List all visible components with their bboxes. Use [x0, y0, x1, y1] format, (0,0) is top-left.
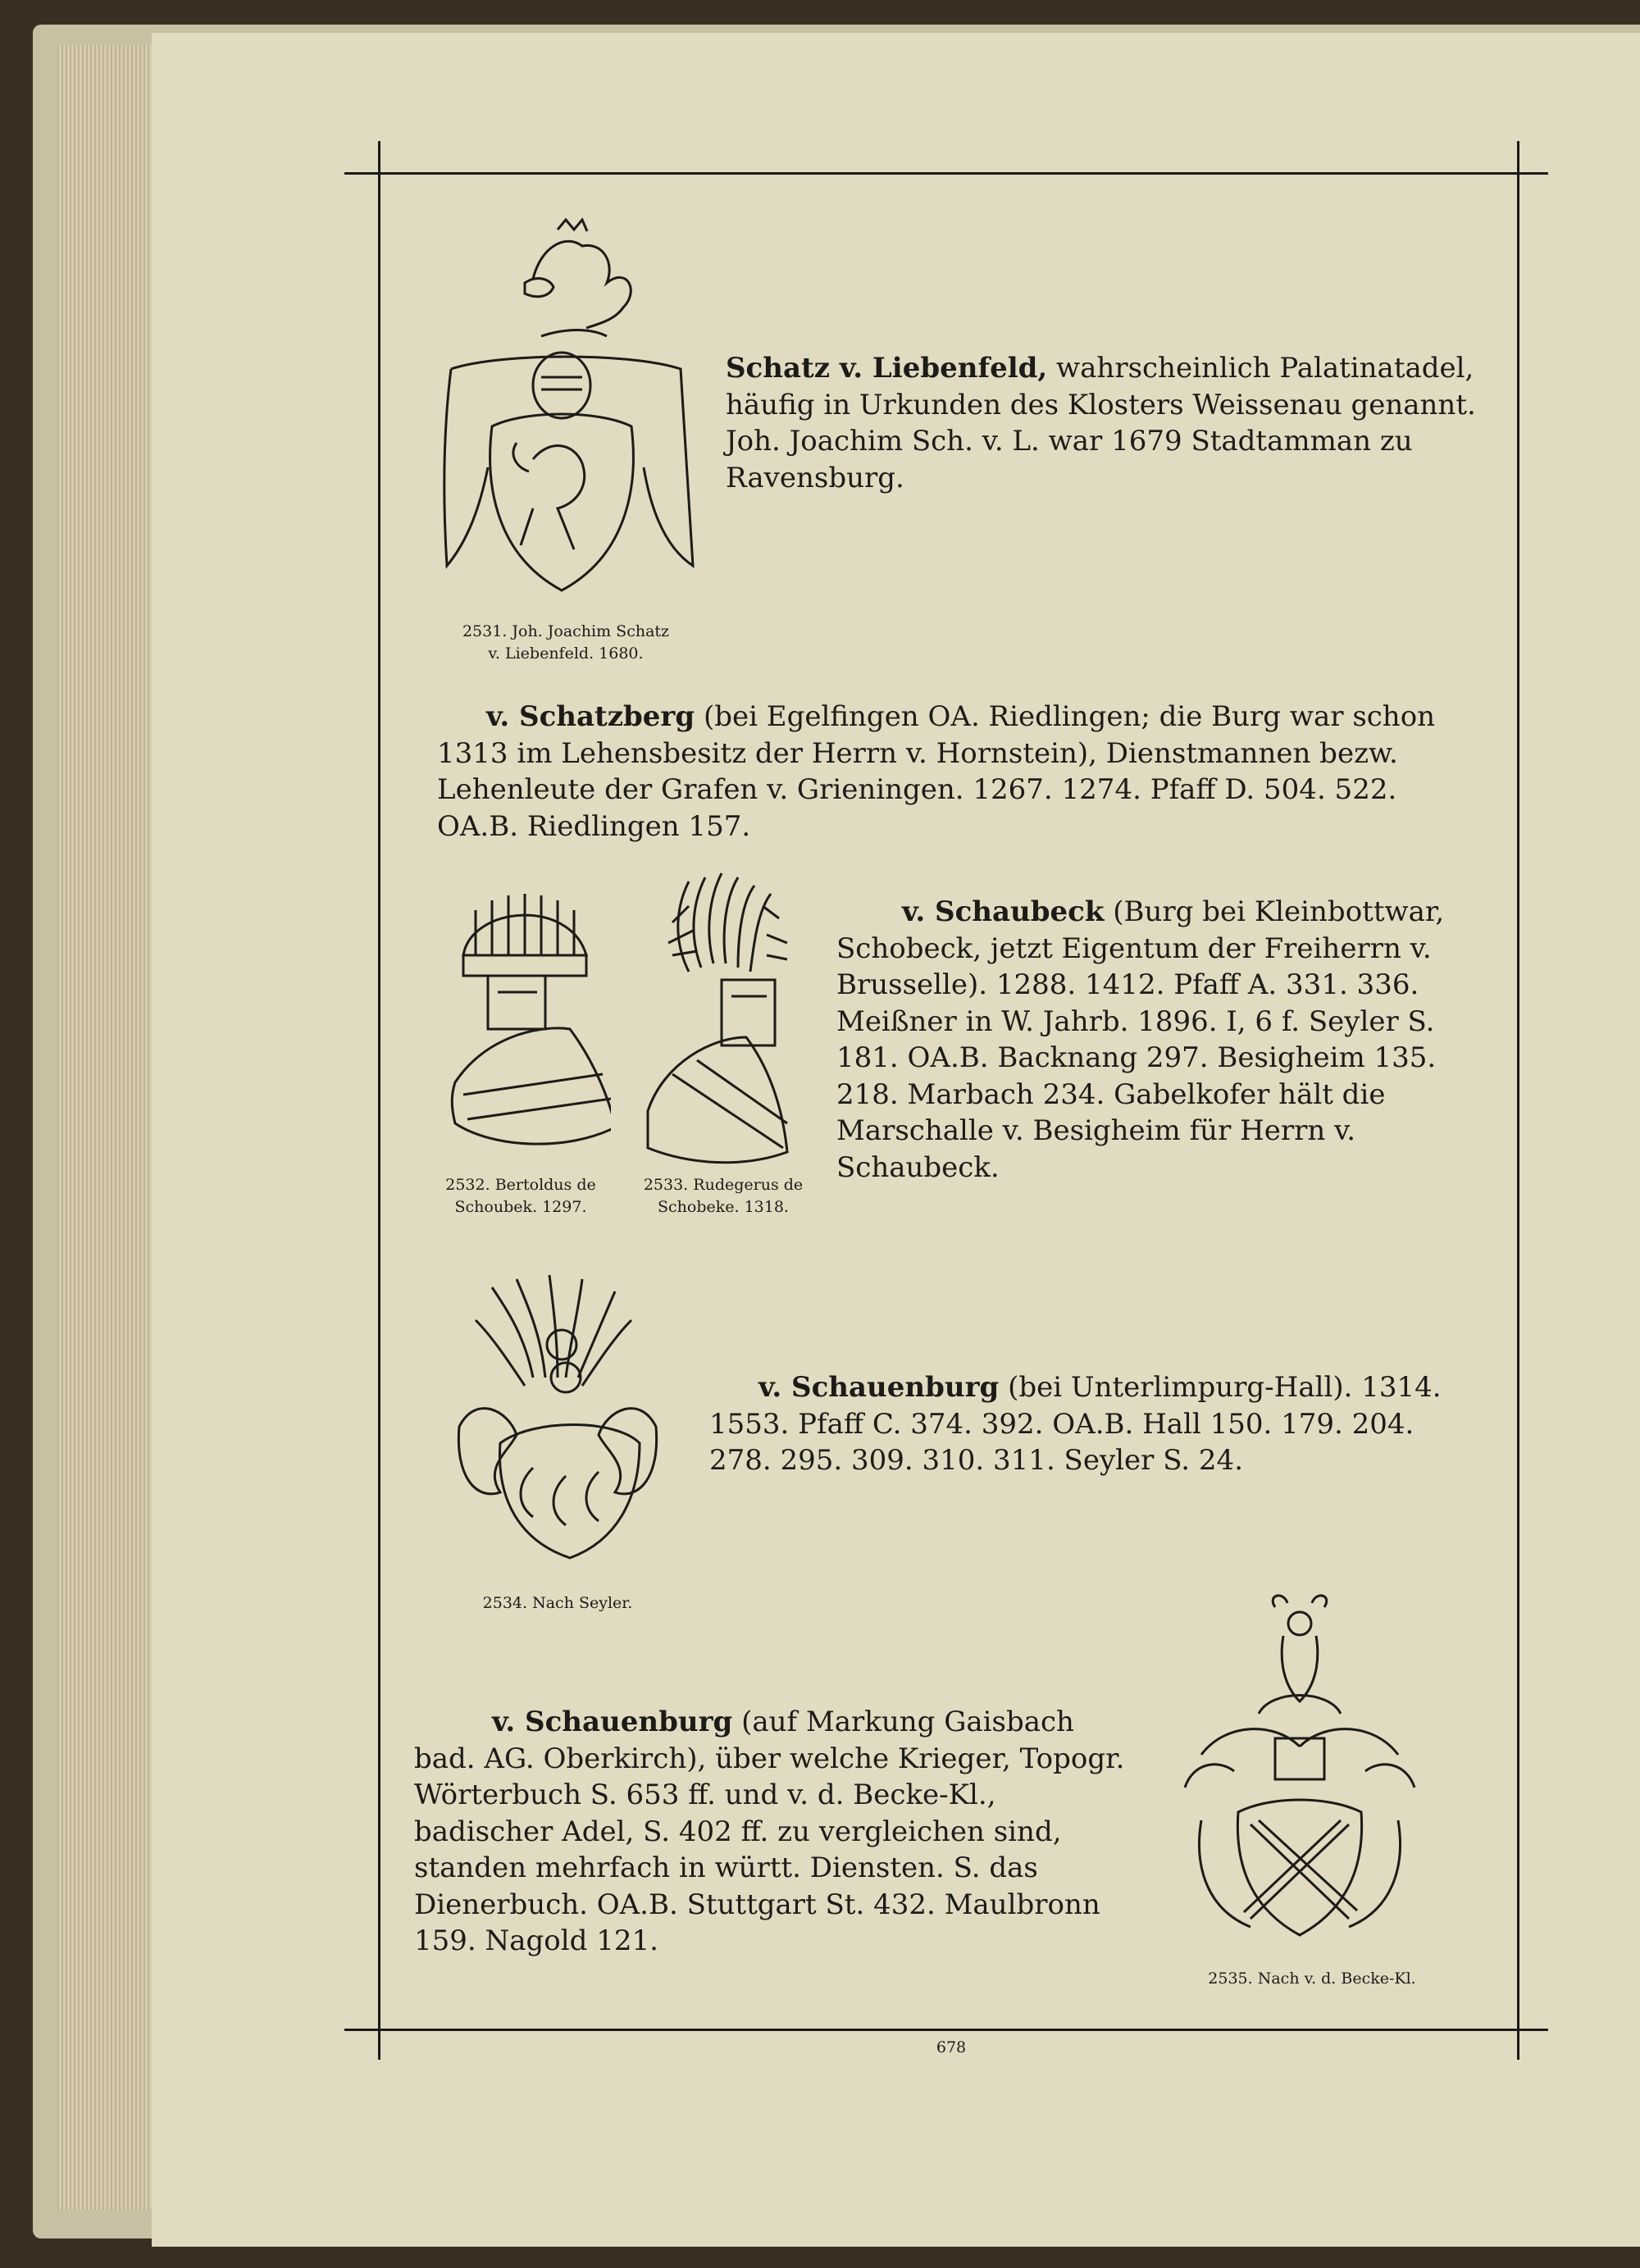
caption-number: 2535.: [1208, 1970, 1253, 1988]
caption-2535: [1173, 1968, 1451, 1990]
frame-right-rule: [1517, 141, 1519, 2060]
entry-schatzberg: [437, 699, 1464, 845]
caption-number: 2533.: [643, 1176, 689, 1194]
entry-body: (Burg bei Kleinbottwar, Schobeck, jetzt Eigentum der Freiherrn v. Brusselle). 1288. 1412. Pfaff A. 331. 336. Meißner in W. Jahrb. 1896. I, 6 f. Seyler S. 181. OA.B. Backnang 297. Besigheim 135. 218. Marbach 234. Gabelkofer hält die Marschalle v. Besigheim für Herrn v. Schaubeck.: [836, 895, 1445, 1184]
entry-headword: v. Schauenburg: [758, 1371, 1000, 1404]
caption-line: Schoubek. 1297.: [454, 1198, 587, 1216]
coat-of-arms-2532-illustration: [447, 877, 611, 1164]
coat-of-arms-2535-illustration: [1168, 1591, 1431, 1960]
entry-schaubeck: [836, 894, 1468, 1186]
caption-line: Nach v. d. Becke-Kl.: [1257, 1970, 1416, 1988]
caption-2534: [447, 1592, 668, 1614]
caption-number: 2534.: [482, 1594, 528, 1612]
entry-headword: v. Schaubeck: [902, 895, 1105, 928]
frame-top-rule: [344, 172, 1548, 175]
coat-of-arms-2533-illustration: [640, 865, 812, 1168]
frame-bottom-rule: [344, 2029, 1548, 2031]
entry-body: (bei Egelfingen OA. Riedlingen; die Burg war schon 1313 im Lehensbesitz der Herrn v. Hornstein), Dienstmannen bezw. Lehenleute der Grafen v. Grieningen. 1267. 1274. Pfaff D. 504. 522. OA.B. Riedlingen 157.: [437, 700, 1436, 843]
entry-body: wahrscheinlich Palatinatadel, häufig in Urkunden des Klosters Weissenau genannt. Joh. Joachim Sch. v. L. war 1679 Stadtamman zu Ravensburg.: [726, 352, 1476, 494]
entry-headword: v. Schauenburg: [492, 1706, 733, 1738]
page-stack-edge: [57, 45, 156, 2210]
caption-number: 2532.: [445, 1176, 490, 1194]
caption-line: Joh. Joachim Schatz: [512, 622, 670, 640]
caption-2531: [422, 621, 709, 665]
caption-line: Rudegerus de: [693, 1176, 804, 1194]
coat-of-arms-2534-illustration: [443, 1271, 672, 1583]
page-number: 678: [936, 2038, 967, 2056]
caption-line: Schobeke. 1318.: [658, 1198, 789, 1216]
caption-number: 2531.: [462, 622, 508, 640]
caption-line: v. Liebenfeld. 1680.: [488, 644, 644, 663]
entry-headword: v. Schatzberg: [486, 700, 695, 733]
caption-2532: [426, 1174, 615, 1218]
frame-left-rule: [378, 141, 380, 2060]
entry-schauenburg-hall: [709, 1369, 1464, 1479]
coat-of-arms-2531-illustration: [435, 213, 697, 615]
caption-line: Bertoldus de: [494, 1176, 596, 1194]
entry-body: (auf Markung Gaisbach bad. AG. Oberkirch), über welche Krieger, Topogr. Wörterbuch S. 653 ff. und v. d. Becke-Kl., badischer Adel, S. 402 ff. zu vergleichen sind, standen mehrfach in württ. Diensten. S. das Dienerbuch. OA.B. Stuttgart St. 432. Maulbronn 159. Nagold 121.: [414, 1706, 1125, 1957]
entry-schauenburg-oberkirch: [414, 1704, 1136, 1960]
caption-2533: [625, 1174, 822, 1218]
caption-line: Nach Seyler.: [532, 1594, 633, 1612]
entry-headword: Schatz v. Liebenfeld,: [726, 352, 1048, 385]
entry-body: (bei Unterlimpurg-Hall). 1314. 1553. Pfaff C. 374. 392. OA.B. Hall 150. 179. 204. 278. 295. 309. 310. 311. Seyler S. 24.: [709, 1371, 1442, 1477]
entry-schatz-liebenfeld: [726, 350, 1476, 496]
